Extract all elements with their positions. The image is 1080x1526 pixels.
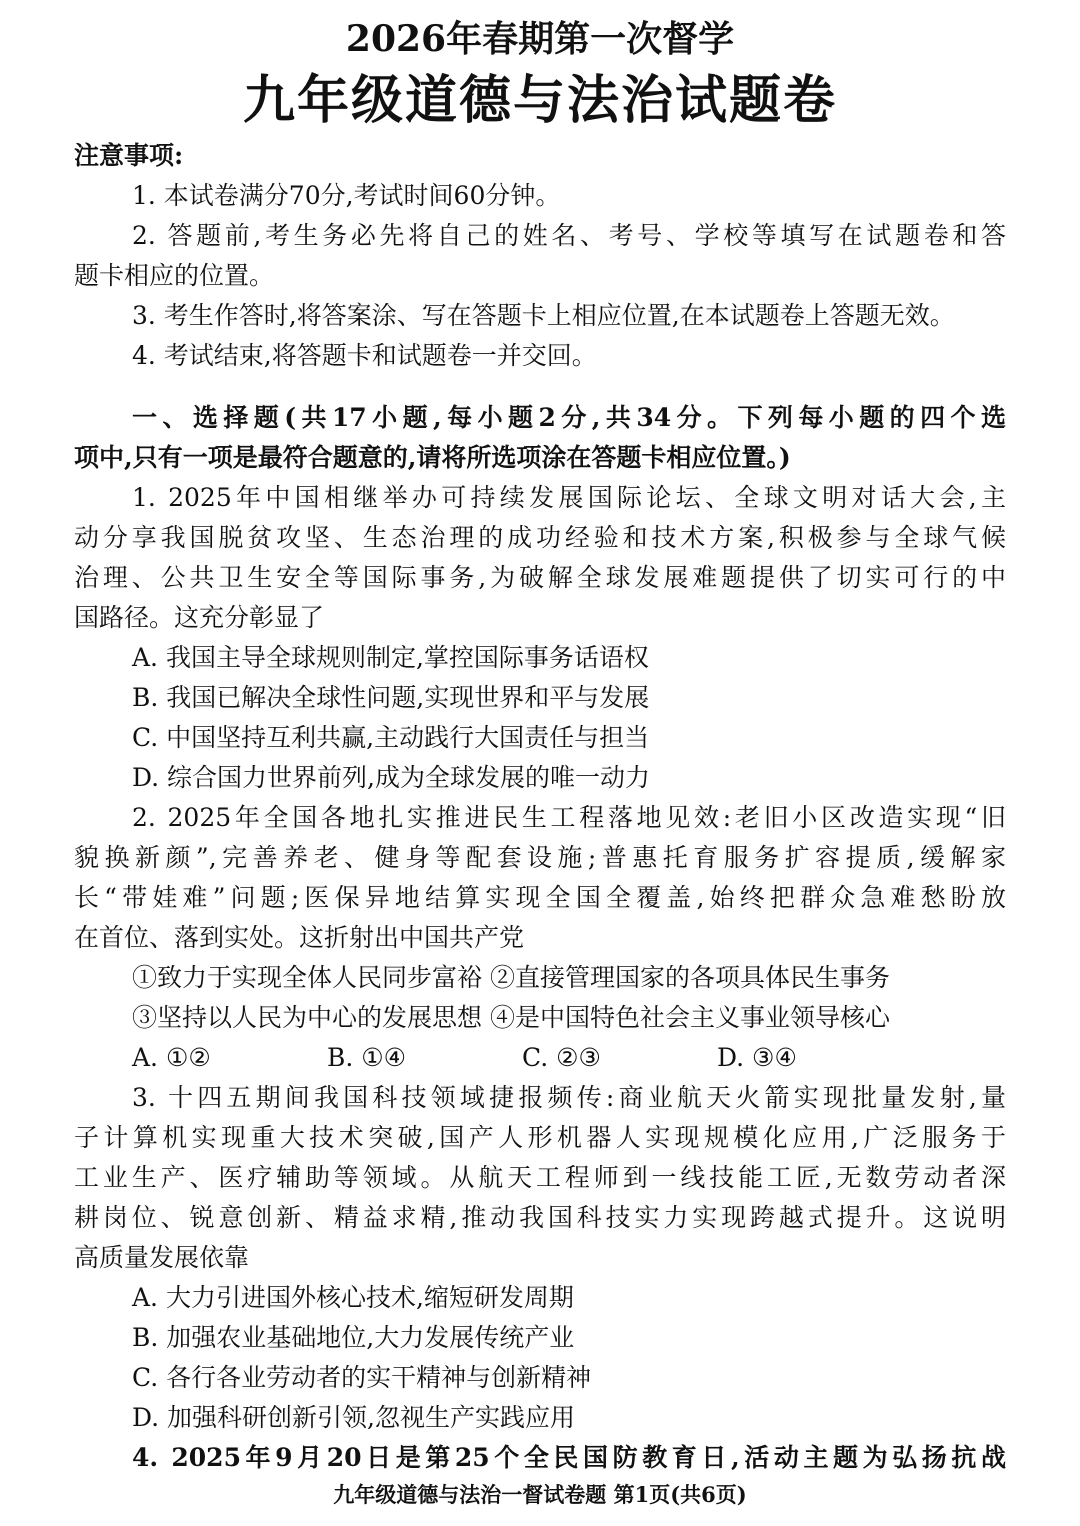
exam-body — [74, 136, 1006, 1478]
question-4 — [74, 1438, 1006, 1478]
question-text: 貌换新颜”,完善养老、健身等配套设施;普惠托育服务扩容提质,缓解家 — [74, 843, 1006, 872]
section-heading: 一、选择题(共17小题,每小题2分,共34分。下列每小题的四个选 — [132, 403, 1006, 432]
question-text: 高质量发展依靠 — [74, 1243, 250, 1272]
section-heading: 项中,只有一项是最符合题意的,请将所选项涂在答题卡相应位置。) — [74, 443, 791, 472]
option-row — [74, 1038, 1006, 1078]
notes-heading: 注意事项: — [74, 141, 184, 170]
question-text: 动分享我国脱贫攻坚、生态治理的成功经验和技术方案,积极参与全球气候 — [74, 523, 1006, 552]
option: D. 综合国力世界前列,成为全球发展的唯一动力 — [132, 763, 650, 792]
option: A. 大力引进国外核心技术,缩短研发周期 — [132, 1283, 574, 1312]
note-item: 4. 考试结束,将答题卡和试题卷一并交回。 — [132, 341, 597, 370]
spacer — [74, 376, 1006, 398]
question-text: 4. 2025年9月20日是第25个全民国防教育日,活动主题为弘扬抗战 — [132, 1443, 1006, 1472]
question-2 — [74, 798, 1006, 1078]
page-footer: 九年级道德与法治一督试卷题 第1页(共6页) — [333, 1482, 747, 1507]
question-text: 工业生产、医疗辅助等领域。从航天工程师到一线技能工匠,无数劳动者深 — [74, 1163, 1006, 1192]
question-1 — [74, 478, 1006, 798]
question-3 — [74, 1078, 1006, 1438]
option: B. 加强农业基础地位,大力发展传统产业 — [132, 1323, 575, 1352]
note-item: 1. 本试卷满分70分,考试时间60分钟。 — [132, 181, 561, 210]
question-text: 子计算机实现重大技术突破,国产人形机器人实现规模化应用,广泛服务于 — [74, 1123, 1006, 1152]
question-text: 在首位、落到实处。这折射出中国共产党 — [74, 923, 525, 952]
option: C. 各行各业劳动者的实干精神与创新精神 — [132, 1363, 592, 1392]
note-item: 3. 考生作答时,将答案涂、写在答题卡上相应位置,在本试题卷上答题无效。 — [132, 301, 955, 330]
question-text: 2. 2025年全国各地扎实推进民生工程落地见效:老旧小区改造实现“旧 — [132, 803, 1006, 832]
option: C. ②③ — [522, 1043, 601, 1072]
question-text: 治理、公共卫生安全等国际事务,为破解全球发展难题提供了切实可行的中 — [74, 563, 1006, 592]
question-text: 长“带娃难”问题;医保异地结算实现全国全覆盖,始终把群众急难愁盼放 — [74, 883, 1006, 912]
note-item: 2. 答题前,考生务必先将自己的姓名、考号、学校等填写在试题卷和答 — [132, 221, 1006, 250]
option: B. 我国已解决全球性问题,实现世界和平与发展 — [132, 683, 650, 712]
option: D. ③④ — [717, 1043, 797, 1072]
question-text: 1. 2025年中国相继举办可持续发展国际论坛、全球文明对话大会,主 — [132, 483, 1006, 512]
question-text: 国路径。这充分彰显了 — [74, 603, 325, 632]
exam-title-line1: 2026年春期第一次督学 — [345, 18, 735, 60]
option: C. 中国坚持互利共赢,主动践行大国责任与担当 — [132, 723, 650, 752]
option: D. 加强科研创新引领,忽视生产实践应用 — [132, 1403, 575, 1432]
statement: ①致力于实现全体人民同步富裕 ②直接管理国家的各项具体民生事务 — [132, 963, 890, 992]
exam-title-line2: 九年级道德与法治试题卷 — [242, 70, 837, 131]
option: A. ①② — [132, 1043, 211, 1072]
question-text: 耕岗位、锐意创新、精益求精,推动我国科技实力实现跨越式提升。这说明 — [74, 1203, 1006, 1232]
question-text: 3. 十四五期间我国科技领域捷报频传:商业航天火箭实现批量发射,量 — [132, 1083, 1006, 1112]
option: B. ①④ — [327, 1043, 407, 1072]
note-item: 题卡相应的位置。 — [74, 261, 275, 290]
statement: ③坚持以人民为中心的发展思想 ④是中国特色社会主义事业领导核心 — [132, 1003, 890, 1032]
option: A. 我国主导全球规则制定,掌控国际事务话语权 — [132, 643, 649, 672]
